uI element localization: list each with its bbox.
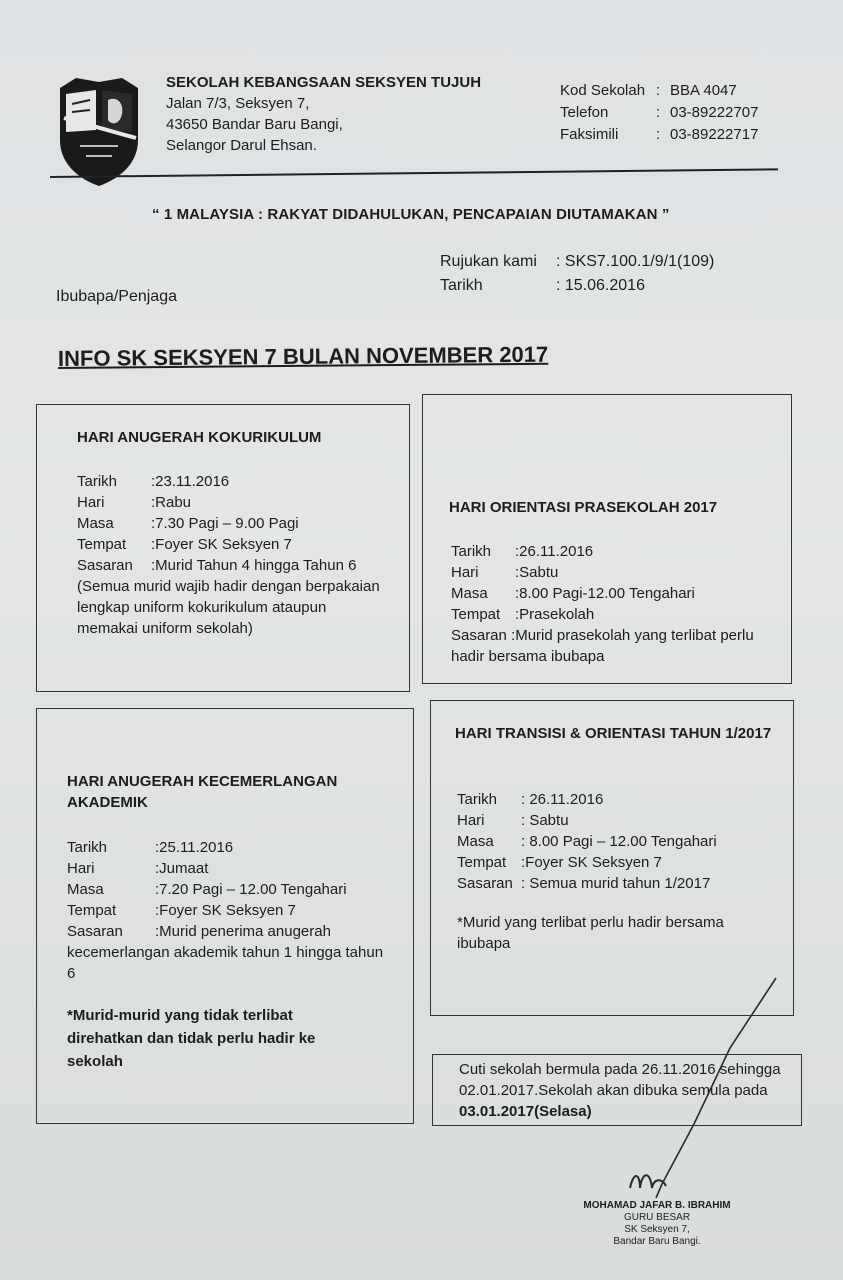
detail-row [457,789,787,810]
signature-block [562,1170,752,1260]
date-value: : 15.06.2016 [556,277,645,294]
colon: : [656,82,661,99]
detail-label: Sasaran [77,557,133,574]
detail-value: :Prasekolah [515,606,595,623]
detail-value: :Foyer SK Seksyen 7 [151,536,292,553]
school-crest-logo [56,74,142,188]
event-heading: HARI ANUGERAH KECEMERLANGAN AKADEMIK [67,773,338,811]
detail-row [451,604,771,625]
detail-value: :26.11.2016 [515,543,594,560]
detail-label: Masa [67,881,104,898]
address-line-1: Jalan 7/3, Seksyen 7, [166,95,310,112]
event-details [457,789,787,954]
reference-value: : SKS7.100.1/9/1(109) [556,253,715,270]
detail-label: Masa [451,585,488,602]
colon: : [656,104,661,121]
detail-value: :Murid penerima anugerah [155,923,331,940]
detail-value: : Sabtu [521,812,569,829]
event-box-transisi [430,700,794,1016]
detail-label: Tarikh [77,473,118,490]
detail-value: : 26.11.2016 [521,791,604,808]
event-box-prasekolah [422,394,792,684]
detail-value: : Semua murid tahun 1/2017 [521,875,711,892]
reference-block [440,250,714,298]
detail-row [77,471,403,492]
detail-label: Hari [77,494,105,511]
detail-label: Sasaran [451,627,507,644]
event-heading: HARI TRANSISI & ORIENTASI TAHUN 1/2017 [455,725,772,742]
detail-label: Hari [67,860,95,877]
detail-row [67,837,397,858]
event-heading: HARI ANUGERAH KOKURIKULUM [77,429,322,446]
detail-row [451,583,771,604]
detail-value: :Jumaat [155,860,209,877]
detail-row [67,879,397,900]
detail-value: :25.11.2016 [155,839,234,856]
detail-label: Tempat [451,606,501,623]
detail-value: :23.11.2016 [151,473,230,490]
detail-row [67,900,397,921]
detail-value: :Murid prasekolah yang terlibat perlu hadir bersama ibubapa [451,627,754,665]
contact-label: Kod Sekolah [560,82,646,99]
detail-label: Tempat [77,536,127,553]
detail-label: Sasaran [457,875,513,892]
detail-row [77,492,403,513]
contact-row [560,124,758,146]
contact-value: BBA 4047 [670,82,737,99]
detail-label: Sasaran [67,923,123,940]
reopen-date: 03.01.2017(Selasa) [459,1103,592,1120]
detail-value: :7.30 Pagi – 9.00 Pagi [151,515,299,532]
detail-value: :7.20 Pagi – 12.00 Tengahari [155,881,347,898]
detail-value: :Sabtu [515,564,559,581]
contact-label: Telefon [560,104,609,121]
page-title: INFO SK SEKSYEN 7 BULAN NOVEMBER 2017 [57,341,549,371]
detail-row [451,541,771,562]
address-line-3: Selangor Darul Ehsan. [166,137,317,154]
detail-row [67,921,397,942]
contact-label: Faksimili [560,126,619,143]
contact-value: 03-89222717 [670,126,759,143]
school-name: SEKOLAH KEBANGSAAN SEKSYEN TUJUH [166,74,482,91]
detail-continuation: kecemerlangan akademik tahun 1 hingga tahun 6 [67,944,384,982]
event-details [67,837,397,1073]
school-address-block [166,72,481,156]
detail-value: :8.00 Pagi-12.00 Tengahari [515,585,695,602]
reference-label: Rujukan kami [440,253,537,270]
contact-row [560,80,758,102]
detail-row [451,625,767,667]
signatory-name: MOHAMAD JAFAR B. IBRAHIM [583,1200,731,1211]
detail-value: : 8.00 Pagi – 12.00 Tengahari [521,833,717,850]
detail-row [457,810,787,831]
detail-value: :Foyer SK Seksyen 7 [521,854,662,871]
recipient: Ibubapa/Penjaga [56,288,177,305]
detail-row [77,555,403,576]
date-row [440,274,714,298]
event-box-akademik [36,708,414,1124]
detail-label: Hari [457,812,485,829]
motto: “ 1 MALAYSIA : RAKYAT DIDAHULUKAN, PENCAPAIAN DIUTAMAKAN ” [152,206,670,223]
detail-label: Hari [451,564,479,581]
school-contact-block [560,80,758,146]
detail-row [457,831,787,852]
contact-row [560,102,758,124]
contact-value: 03-89222707 [670,104,759,121]
detail-row [67,858,397,879]
detail-value: :Murid Tahun 4 hingga Tahun 6 [151,557,357,574]
detail-row [457,873,787,894]
detail-row [77,513,403,534]
detail-label: Tempat [457,854,507,871]
detail-row [77,534,403,555]
detail-label: Masa [457,833,494,850]
address-line-2: 43650 Bandar Baru Bangi, [166,116,343,133]
signatory-title: GURU BESAR [623,1212,691,1223]
detail-label: Tempat [67,902,117,919]
detail-label: Tarikh [67,839,108,856]
detail-row [457,852,787,873]
event-details [451,541,771,667]
event-note: *Murid yang terlibat perlu hadir bersama ibubapa [457,914,724,952]
detail-row [451,562,771,583]
event-heading: HARI ORIENTASI PRASEKOLAH 2017 [449,499,718,516]
reference-row [440,250,714,274]
event-details [77,471,403,639]
event-box-kokurikulum [36,404,410,692]
date-label: Tarikh [440,277,483,294]
detail-value: :Rabu [151,494,192,511]
event-note: (Semua murid wajib hadir dengan berpakaian lengkap uniform kokurikulum ataupun memakai uniform sekolah) [77,578,380,637]
detail-value: :Foyer SK Seksyen 7 [155,902,296,919]
colon: : [656,126,661,143]
signatory-school: SK Seksyen 7, [624,1224,690,1235]
event-note: *Murid-murid yang tidak terlibat direhatkan dan tidak perlu hadir ke sekolah [67,1007,316,1070]
signatory-location: Bandar Baru Bangi. [613,1236,701,1247]
holiday-notice-text: Cuti sekolah bermula pada 26.11.2016 sehingga 02.01.2017.Sekolah akan dibuka semula pada [459,1061,781,1099]
detail-label: Masa [77,515,114,532]
detail-label: Tarikh [457,791,498,808]
header-divider [50,168,778,178]
detail-label: Tarikh [451,543,492,560]
